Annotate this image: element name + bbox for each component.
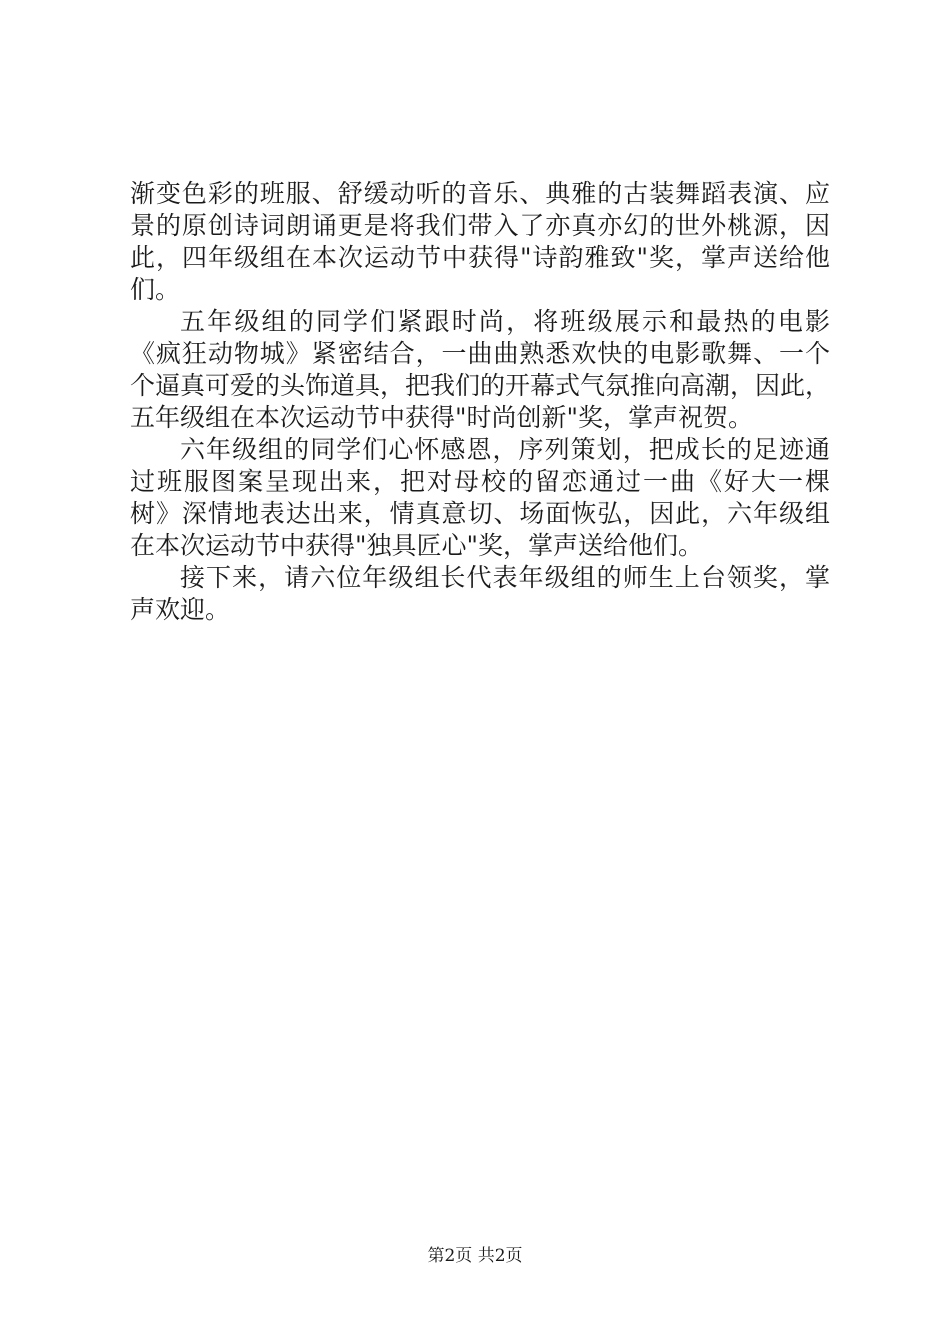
text-line: 六年级组的同学们心怀感恩，序列策划，把成长的足迹通 [180,435,830,464]
text-line: 过班服图案呈现出来，把对母校的留恋通过一曲《好大一棵 [130,467,830,496]
text-line: 们。 [130,275,181,304]
text-line: 声欢迎。 [130,595,231,624]
paragraph-5th-grade [130,306,830,434]
text-line: 此，四年级组在本次运动节中获得"诗韵雅致"奖，掌声送给他 [130,243,830,272]
text-line: 景的原创诗词朗诵更是将我们带入了亦真亦幻的世外桃源，因 [130,211,830,240]
page-number-footer: 第2页 共2页 [427,1246,523,1266]
text-line: 个逼真可爱的头饰道具，把我们的开幕式气氛推向高潮，因此， [130,371,831,400]
paragraph-closing [130,562,830,626]
body-text [130,178,830,626]
text-line: 五年级组的同学们紧跟时尚，将班级展示和最热的电影 [180,307,830,336]
text-line: 接下来，请六位年级组长代表年级组的师生上台领奖，掌 [180,563,830,592]
text-line: 在本次运动节中获得"独具匠心"奖，掌声送给他们。 [130,531,704,560]
text-line: 《疯狂动物城》紧密结合，一曲曲熟悉欢快的电影歌舞、一个 [130,339,830,368]
text-line: 渐变色彩的班服、舒缓动听的音乐、典雅的古装舞蹈表演、应 [130,179,830,208]
paragraph-4th-grade [130,178,830,306]
paragraph-6th-grade [130,434,830,562]
text-line: 五年级组在本次运动节中获得"时尚创新"奖，掌声祝贺。 [130,403,754,432]
text-line: 树》深情地表达出来，情真意切、场面恢弘，因此，六年级组 [130,499,830,528]
